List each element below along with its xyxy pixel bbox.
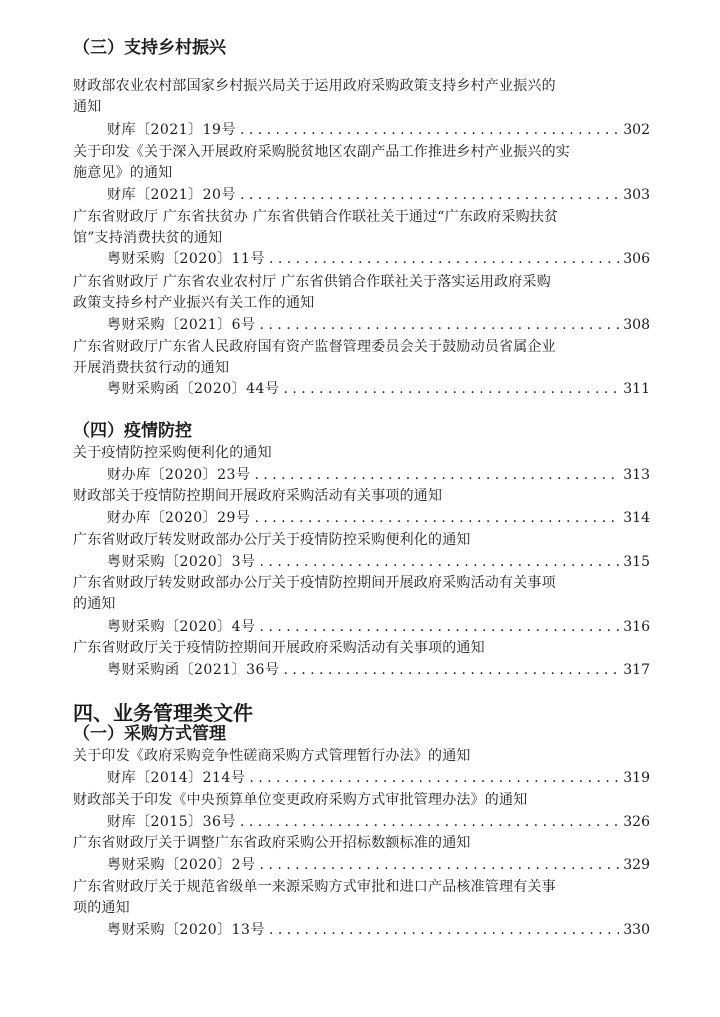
leader-dots bbox=[260, 316, 620, 335]
leader-dots bbox=[283, 380, 619, 399]
leader-dots bbox=[283, 661, 619, 680]
entry-ref-line[interactable] bbox=[107, 921, 650, 940]
entry-ref-line[interactable] bbox=[107, 553, 650, 572]
entry-title-line: 开展消费扶贫行动的通知 bbox=[73, 360, 230, 376]
leader-dots bbox=[254, 466, 619, 485]
doc-number: 粤财采购函〔2021〕36号 bbox=[107, 662, 280, 678]
doc-number: 粤财采购函〔2020〕44号 bbox=[107, 381, 280, 397]
entry-title-line: 关于疫情防控采购便利化的通知 bbox=[73, 445, 272, 461]
leader-dots bbox=[260, 553, 620, 572]
entry-title-line: 通知 bbox=[73, 99, 102, 115]
leader-dots bbox=[254, 509, 619, 528]
page-number: 311 bbox=[623, 381, 650, 397]
entry-ref-line[interactable] bbox=[107, 856, 650, 875]
page-number: 330 bbox=[623, 922, 650, 938]
entry-ref-line[interactable] bbox=[107, 316, 650, 335]
entry-title-line: 政策支持乡村产业振兴有关工作的通知 bbox=[73, 295, 315, 311]
leader-dots bbox=[240, 813, 619, 832]
entry-title-line: 广东省财政厅转发财政部办公厅关于疫情防控采购便利化的通知 bbox=[73, 532, 471, 548]
doc-number: 粤财采购〔2020〕3号 bbox=[107, 554, 256, 570]
doc-number: 财库〔2015〕36号 bbox=[107, 814, 236, 830]
leader-dots bbox=[249, 769, 619, 788]
section-heading-rural-revitalization: （三）支持乡村振兴 bbox=[73, 38, 226, 58]
doc-number: 财库〔2021〕20号 bbox=[107, 187, 236, 203]
leader-dots bbox=[240, 186, 619, 205]
entry-ref-line[interactable] bbox=[107, 618, 650, 637]
entry-title-line: 财政部农业农村部国家乡村振兴局关于运用政府采购政策支持乡村产业振兴的 bbox=[73, 78, 556, 94]
leader-dots bbox=[260, 618, 620, 637]
entry-ref-line[interactable] bbox=[107, 769, 650, 788]
page-number: 315 bbox=[623, 554, 650, 570]
page-number: 319 bbox=[623, 770, 650, 786]
entry-title-line: 关于印发《关于深入开展政府采购脱贫地区农副产品工作推进乡村产业振兴的实 bbox=[73, 144, 570, 160]
page-number: 308 bbox=[623, 317, 650, 333]
page-number: 317 bbox=[623, 662, 650, 678]
doc-number: 粤财采购〔2020〕4号 bbox=[107, 619, 256, 635]
entry-title-line: 关于印发《政府采购竞争性磋商采购方式管理暂行办法》的通知 bbox=[73, 748, 471, 764]
page-number: 303 bbox=[623, 187, 650, 203]
entry-ref-line[interactable] bbox=[107, 466, 650, 485]
entry-ref-line[interactable] bbox=[107, 661, 650, 680]
entry-title-line: 广东省财政厅关于疫情防控期间开展政府采购活动有关事项的通知 bbox=[73, 640, 485, 656]
doc-number: 粤财采购〔2020〕11号 bbox=[107, 251, 265, 267]
entry-title-line: 广东省财政厅转发财政部办公厅关于疫情防控期间开展政府采购活动有关事项 bbox=[73, 575, 556, 591]
entry-title-line: 广东省财政厅广东省人民政府国有资产监督管理委员会关于鼓励动员省属企业 bbox=[73, 339, 556, 355]
entry-title-line: 的通知 bbox=[73, 596, 116, 612]
page-number: 313 bbox=[623, 467, 650, 483]
entry-ref-line[interactable] bbox=[107, 380, 650, 399]
doc-number: 财库〔2021〕19号 bbox=[107, 122, 236, 138]
page-number: 329 bbox=[623, 857, 650, 873]
entry-title-line: 广东省财政厅 广东省扶贫办 广东省供销合作联社关于通过“广东政府采购扶贫 bbox=[73, 209, 559, 225]
entry-ref-line[interactable] bbox=[107, 250, 650, 269]
page-number: 306 bbox=[623, 251, 650, 267]
doc-number: 财办库〔2020〕29号 bbox=[107, 510, 251, 526]
page-number: 302 bbox=[623, 122, 650, 138]
page-number: 314 bbox=[623, 510, 650, 526]
entry-ref-line[interactable] bbox=[107, 813, 650, 832]
entry-title-line: 项的通知 bbox=[73, 900, 130, 916]
doc-number: 财库〔2014〕214号 bbox=[107, 770, 246, 786]
entry-ref-line[interactable] bbox=[107, 509, 650, 528]
entry-title-line: 财政部关于疫情防控期间开展政府采购活动有关事项的通知 bbox=[73, 488, 443, 504]
leader-dots bbox=[240, 121, 619, 140]
leader-dots bbox=[269, 921, 619, 940]
section-heading-epidemic-control: （四）疫情防控 bbox=[73, 421, 192, 441]
doc-number: 粤财采购〔2020〕13号 bbox=[107, 922, 265, 938]
doc-number: 粤财采购〔2020〕2号 bbox=[107, 857, 256, 873]
doc-number: 财办库〔2020〕23号 bbox=[107, 467, 251, 483]
entry-title-line: 施意见》的通知 bbox=[73, 165, 173, 181]
leader-dots bbox=[260, 856, 620, 875]
doc-number: 粤财采购〔2021〕6号 bbox=[107, 317, 256, 333]
entry-title-line: 广东省财政厅关于规范省级单一来源采购方式审批和进口产品核准管理有关事 bbox=[73, 879, 556, 895]
leader-dots bbox=[269, 250, 619, 269]
page-number: 316 bbox=[623, 619, 650, 635]
entry-title-line: 广东省财政厅 广东省农业农村厅 广东省供销合作联社关于落实运用政府采购 bbox=[73, 274, 551, 290]
section-heading-procurement-methods: （一）采购方式管理 bbox=[73, 724, 226, 744]
entry-ref-line[interactable] bbox=[107, 186, 650, 205]
page-number: 326 bbox=[623, 814, 650, 830]
entry-title-line: 馆”支持消费扶贫的通知 bbox=[73, 230, 223, 246]
chapter-heading-business-management: 四、业务管理类文件 bbox=[73, 701, 253, 725]
entry-title-line: 广东省财政厅关于调整广东省政府采购公开招标数额标准的通知 bbox=[73, 835, 471, 851]
entry-title-line: 财政部关于印发《中央预算单位变更政府采购方式审批管理办法》的通知 bbox=[73, 792, 528, 808]
entry-ref-line[interactable] bbox=[107, 121, 650, 140]
